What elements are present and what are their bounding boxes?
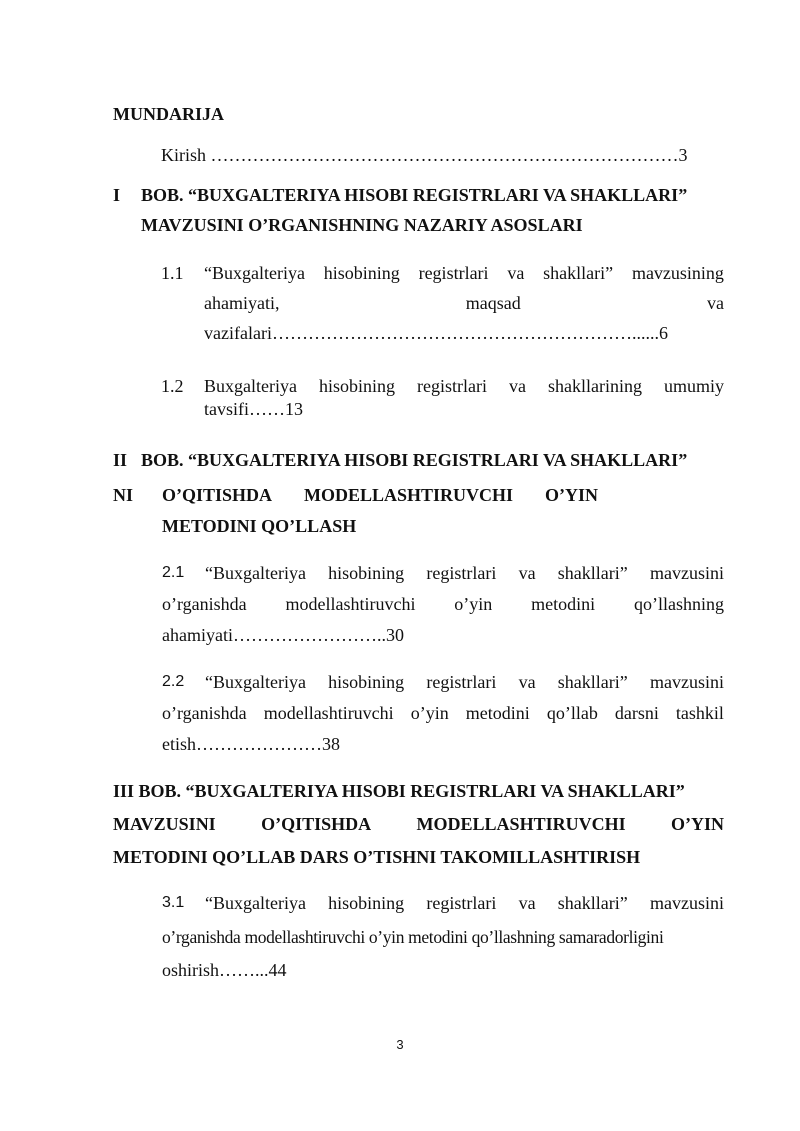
section-2-1-line2: o’rganishda modellashtiruvchi o’yin metodini qo’llashning (162, 594, 724, 614)
chapter-2-title-line1: BOB. “BUXGALTERIYA HISOBI REGISTRLARI VA SHAKLLARI” (141, 450, 688, 470)
section-2-2-line3: etish…………………38 (162, 734, 340, 754)
toc-title: MUNDARIJA (113, 104, 224, 124)
section-2-1-number: 2.1 (162, 564, 185, 581)
chapter-3-title-line1: III BOB. “BUXGALTERIYA HISOBI REGISTRLARI VA SHAKLLARI” (113, 781, 685, 801)
chapter-2-title-suffix: NI (113, 485, 134, 505)
chapter-2-title-line2: O’QITISHDA MODELLASHTIRUVCHI O’YIN (162, 485, 598, 505)
page-number: 3 (396, 1037, 404, 1052)
section-2-2-line2: o’rganishda modellashtiruvchi o’yin metodini qo’llab darsni tashkil (162, 703, 724, 723)
section-1-1-number: 1.1 (161, 263, 184, 283)
section-1-1-line3: vazifalari……………………………………………………......6 (204, 323, 668, 343)
chapter-1-title-line1: BOB. “BUXGALTERIYA HISOBI REGISTRLARI VA SHAKLLARI” (141, 185, 688, 205)
section-1-1-line2: ahamiyati, maqsad va (204, 293, 724, 313)
chapter-1-number: I (113, 185, 121, 205)
section-2-1-line1: “Buxgalteriya hisobining registrlari va shakllari” mavzusini (205, 563, 724, 583)
section-2-1-line3: ahamiyati……………………..30 (162, 625, 404, 645)
section-3-1-line2: o’rganishda modellashtiruvchi o’yin metodini qo’llashning samaradorligini (162, 927, 664, 947)
chapter-2-number: II (113, 450, 128, 470)
section-3-1-line3: oshirish……...44 (162, 960, 287, 980)
section-1-2-number: 1.2 (161, 376, 184, 396)
section-3-1-number: 3.1 (162, 894, 185, 911)
section-1-1-line1: “Buxgalteriya hisobining registrlari va shakllari” mavzusining (204, 263, 724, 283)
section-1-2-line1: Buxgalteriya hisobining registrlari va shakllarining umumiy (204, 376, 724, 396)
chapter-1-title-line2: MAVZUSINI O’RGANISHNING NAZARIY ASOSLARI (141, 215, 583, 235)
section-1-2-line2: tavsifi……13 (204, 399, 303, 419)
chapter-3-title-line2: MAVZUSINI O’QITISHDA MODELLASHTIRUVCHI O’YIN (113, 814, 724, 834)
section-3-1-line1: “Buxgalteriya hisobining registrlari va shakllari” mavzusini (205, 893, 724, 913)
section-2-2-number: 2.2 (162, 673, 185, 690)
section-2-2-line1: “Buxgalteriya hisobining registrlari va shakllari” mavzusini (205, 672, 724, 692)
toc-entry-intro: Kirish ……………………………………………………………………3 (161, 145, 688, 165)
chapter-3-title-line3: METODINI QO’LLAB DARS O’TISHNI TAKOMILLASHTIRISH (113, 847, 641, 867)
chapter-2-title-line3: METODINI QO’LLASH (162, 516, 357, 536)
